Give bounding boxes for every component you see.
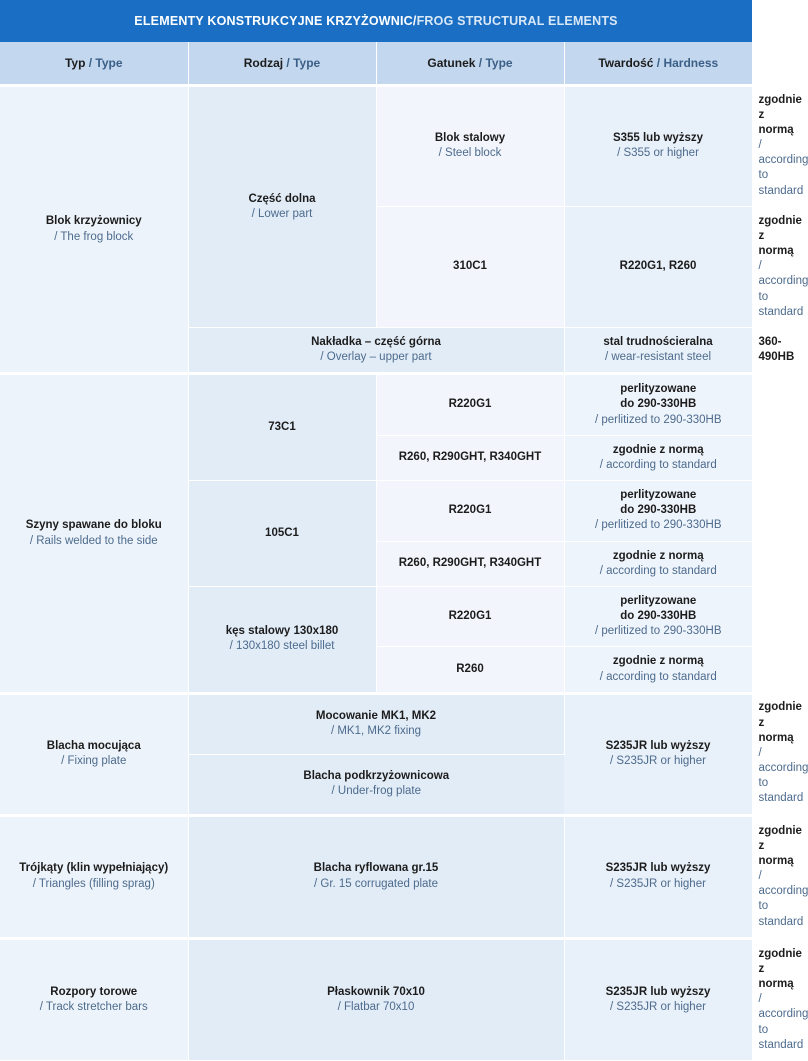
- cell-kind-overlay-upper-part-en: / Overlay – upper part: [320, 351, 432, 364]
- cell-hardness-perlitized-b-pl1: perlityzowane: [620, 489, 697, 502]
- cell-kind-corrugated-plate: [188, 815, 564, 938]
- cell-type-frog-block: [0, 86, 188, 374]
- cell-type-stretcher-bars-en: / Track stretcher bars: [39, 1000, 148, 1013]
- cell-grade-r260-only: [376, 647, 564, 693]
- cell-kind-flatbar: [188, 938, 564, 1060]
- cell-hardness-perlitized-c: [564, 586, 752, 647]
- cell-hardness-perlitized-c-pl1: perlityzowane: [620, 594, 697, 607]
- cell-grade-s235jr-2-pl: S235JR lub wyższy: [605, 862, 711, 875]
- column-header-hardness-en: Hardness: [663, 56, 719, 70]
- column-header-type: [0, 42, 188, 86]
- cell-hardness-standard-5: [564, 647, 752, 693]
- cell-kind-mk-fixing-pl: Mocowanie MK1, MK2: [315, 710, 437, 723]
- cell-kind-lower-part-en: / Lower part: [251, 207, 313, 220]
- cell-sub-310c1-label: 310C1: [453, 260, 487, 273]
- table-header: [0, 42, 752, 86]
- cell-kind-under-frog-plate-en: / Under-frog plate: [331, 785, 421, 798]
- cell-grade-r220g1-r260-label: R220G1, R260: [619, 260, 697, 273]
- cell-hardness-standard-4-en: / according to standard: [599, 564, 717, 577]
- table-row: Rozpory torowe / Track stretcher bars Płaskownik 70x10 / Flatbar 70x10 S235JR lub wyższy / S235JR or higher zgodnie z normą / according to standard: [0, 938, 752, 1060]
- cell-type-fixing-plate: [0, 693, 188, 815]
- cell-grade-s235jr-1-en: / S235JR or higher: [610, 755, 706, 768]
- cell-type-welded-rails-pl: Szyny spawane do bloku: [25, 519, 162, 532]
- cell-hardness-perlitized-b-en: / perlitized to 290-330HB: [594, 519, 722, 532]
- cell-grade-r220g1-c: [376, 586, 564, 647]
- cell-grade-s235jr-3-pl: S235JR lub wyższy: [605, 985, 711, 998]
- cell-grade-r260-group-b-label: R260, R290GHT, R340GHT: [398, 557, 542, 570]
- cell-kind-flatbar-en: / Flatbar 70x10: [337, 1000, 415, 1013]
- cell-grade-s355: [564, 86, 752, 207]
- page-title-en: FROG STRUCTURAL ELEMENTS: [416, 14, 618, 28]
- cell-grade-s235jr-2: [564, 815, 752, 938]
- page-title-pl: ELEMENTY KONSTRUKCYJNE KRZYŻOWNIC: [134, 14, 413, 28]
- column-header-kind-pl: Rodzaj: [243, 56, 284, 70]
- column-header-grade-pl: Gatunek: [427, 56, 476, 70]
- cell-kind-steel-billet: [188, 586, 376, 693]
- cell-kind-under-frog-plate: [188, 754, 564, 815]
- cell-hardness-perlitized-a-en: / perlitized to 290-330HB: [594, 413, 722, 426]
- cell-grade-s235jr-3-en: / S235JR or higher: [610, 1000, 706, 1013]
- cell-type-frog-block-en: / The frog block: [54, 230, 134, 243]
- table-row: 310C1 R220G1, R260 zgodnie z normą / according to standard: [0, 206, 752, 327]
- table-header-row: [0, 42, 752, 86]
- cell-grade-wear-resistant: [564, 327, 752, 373]
- cell-grade-r260-group-a-label: R260, R290GHT, R340GHT: [398, 451, 542, 464]
- cell-grade-r220g1-b: [376, 481, 564, 542]
- cell-hardness-standard-5-pl: zgodnie z normą: [612, 655, 704, 668]
- cell-sub-steel-block-en: / Steel block: [438, 147, 502, 160]
- cell-type-welded-rails-en: / Rails welded to the side: [29, 534, 158, 547]
- table-row: Blacha mocująca / Fixing plate Mocowanie MK1, MK2 / MK1, MK2 fixing S235JR lub wyższy / S235JR or higher zgodnie z normą / according to standard: [0, 693, 752, 754]
- table-row: Blok krzyżownicy / The frog block Część dolna / Lower part Blok stalowy / Steel block S355 lub wyższy / S355 or higher zgodnie z normą / according to standard: [0, 86, 752, 207]
- column-header-hardness: [564, 42, 752, 86]
- cell-grade-r220g1-a-label: R220G1: [448, 398, 492, 411]
- column-header-hardness-pl: Twardość: [598, 56, 654, 70]
- cell-grade-s235jr-2-en: / S235JR or higher: [610, 877, 706, 890]
- cell-kind-corrugated-plate-pl: Blacha ryflowana gr.15: [313, 862, 439, 875]
- cell-kind-under-frog-plate-pl: Blacha podkrzyżownicowa: [303, 769, 450, 782]
- cell-kind-105c1-label: 105C1: [265, 526, 299, 539]
- cell-hardness-perlitized-a-pl2: do 290-330HB: [620, 398, 697, 411]
- cell-kind-overlay-upper-part-pl: Nakładka – część górna: [311, 335, 441, 348]
- cell-hardness-perlitized-a: [564, 374, 752, 436]
- cell-hardness-standard-3: [564, 435, 752, 480]
- cell-kind-lower-part-pl: Część dolna: [248, 192, 316, 205]
- cell-grade-r220g1-r260: [564, 206, 752, 327]
- cell-grade-s235jr-3: [564, 938, 752, 1060]
- column-header-type-sep: /: [85, 56, 96, 70]
- cell-hardness-perlitized-b-pl2: do 290-330HB: [620, 504, 697, 517]
- cell-kind-steel-billet-en: / 130x180 steel billet: [229, 640, 335, 653]
- cell-kind-flatbar-pl: Płaskownik 70x10: [327, 985, 425, 998]
- cell-type-stretcher-bars-pl: Rozpory torowe: [50, 985, 138, 998]
- cell-hardness-perlitized-c-en: / perlitized to 290-330HB: [594, 625, 722, 638]
- column-header-kind: [188, 42, 376, 86]
- cell-type-fixing-plate-en: / Fixing plate: [61, 755, 127, 768]
- cell-grade-r220g1-b-label: R220G1: [448, 504, 492, 517]
- column-header-type-en: Type: [95, 56, 123, 70]
- cell-grade-wear-resistant-pl: stal trudnościeralna: [603, 335, 713, 348]
- table-row: Trójkąty (klin wypełniający) / Triangles (filling sprag) Blacha ryflowana gr.15 / Gr. 15 corrugated plate S235JR lub wyższy / S235JR or higher zgodnie z normą / according to standard: [0, 815, 752, 938]
- cell-kind-mk-fixing: [188, 693, 564, 754]
- cell-hardness-perlitized-a-pl1: perlityzowane: [620, 383, 697, 396]
- cell-hardness-standard-4-pl: zgodnie z normą: [612, 549, 704, 562]
- cell-sub-steel-block: [376, 86, 564, 207]
- cell-hardness-standard-5-en: / according to standard: [599, 670, 717, 683]
- cell-sub-steel-block-pl: Blok stalowy: [434, 132, 506, 145]
- table-row: Nakładka – część górna / Overlay – upper part stal trudnościeralna / wear-resistant steel 360-490HB: [0, 327, 752, 373]
- column-header-grade: [376, 42, 564, 86]
- cell-grade-s235jr-1-pl: S235JR lub wyższy: [605, 740, 711, 752]
- page-title: [0, 0, 752, 42]
- cell-kind-mk-fixing-en: / MK1, MK2 fixing: [330, 725, 422, 738]
- column-header-kind-en: Type: [293, 56, 321, 70]
- cell-hardness-standard-3-pl: zgodnie z normą: [612, 443, 704, 456]
- cell-kind-73c1-label: 73C1: [268, 421, 296, 434]
- cell-sub-310c1: [376, 206, 564, 327]
- cell-type-triangles-pl: Trójkąty (klin wypełniający): [19, 862, 169, 875]
- column-header-hardness-sep: /: [653, 56, 664, 70]
- cell-kind-73c1: [188, 374, 376, 481]
- cell-type-welded-rails: [0, 374, 188, 694]
- cell-grade-r220g1-a: [376, 374, 564, 436]
- table-body: [0, 86, 808, 1061]
- cell-hardness-perlitized-b: [564, 481, 752, 542]
- cell-hardness-standard-4: [564, 541, 752, 586]
- cell-grade-r220g1-c-label: R220G1: [448, 610, 492, 623]
- column-header-grade-en: Type: [485, 56, 513, 70]
- table-row: [0, 374, 752, 436]
- cell-type-triangles: [0, 815, 188, 938]
- cell-kind-105c1: [188, 481, 376, 587]
- frog-elements-table: [0, 42, 808, 1061]
- cell-grade-r260-group-a: [376, 435, 564, 480]
- cell-grade-s355-pl: S355 lub wyższy: [612, 132, 704, 145]
- column-header-grade-sep: /: [475, 56, 486, 70]
- cell-type-fixing-plate-pl: Blacha mocująca: [46, 740, 141, 752]
- cell-grade-r260-group-b: [376, 541, 564, 586]
- cell-type-triangles-en: / Triangles (filling sprag): [32, 877, 155, 890]
- cell-grade-wear-resistant-en: / wear-resistant steel: [604, 351, 712, 364]
- cell-kind-lower-part: [188, 86, 376, 328]
- cell-grade-s355-en: / S355 or higher: [617, 147, 699, 160]
- cell-hardness-standard-3-en: / according to standard: [599, 458, 717, 471]
- cell-kind-corrugated-plate-en: / Gr. 15 corrugated plate: [313, 877, 439, 890]
- cell-type-stretcher-bars: [0, 938, 188, 1060]
- cell-grade-r260-only-label: R260: [456, 663, 484, 676]
- cell-grade-s235jr-1: [564, 693, 752, 815]
- cell-kind-steel-billet-pl: kęs stalowy 130x180: [225, 625, 339, 638]
- column-header-type-pl: Typ: [64, 56, 86, 70]
- cell-type-frog-block-pl: Blok krzyżownicy: [45, 215, 142, 228]
- cell-kind-overlay-upper-part: [188, 327, 564, 373]
- column-header-kind-sep: /: [283, 56, 294, 70]
- cell-hardness-perlitized-c-pl2: do 290-330HB: [620, 610, 697, 623]
- page-title-separator: /: [412, 14, 417, 28]
